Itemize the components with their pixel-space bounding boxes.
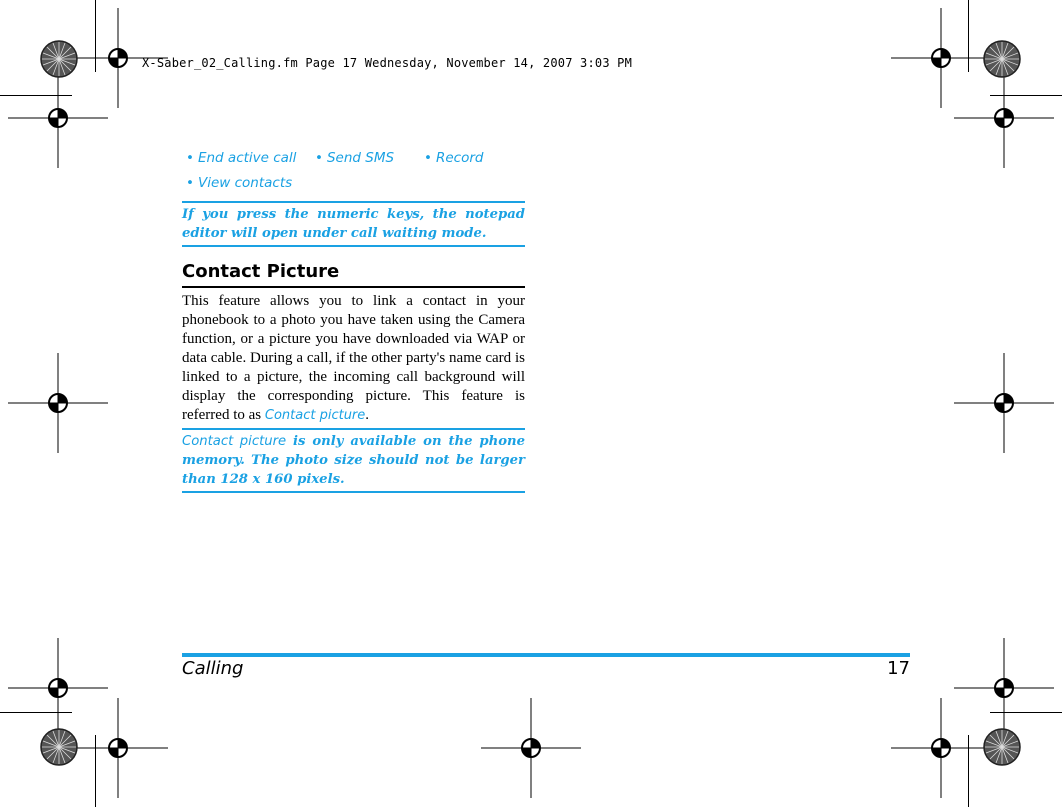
registration-mark-icon: [68, 698, 168, 798]
starburst-mark-icon: [41, 729, 77, 765]
note-text: is only available on the phone memory. The photo size should not be larger than 128 x 160 pixels.: [182, 434, 525, 487]
registration-mark-icon: [954, 353, 1054, 453]
registration-mark-icon: [8, 638, 108, 738]
note-rule-top: [182, 428, 525, 430]
registration-mark-icon: [891, 698, 991, 798]
body-end: .: [365, 407, 370, 423]
bullet-item: • View contacts: [186, 175, 293, 191]
bullet-label: View contacts: [197, 175, 293, 191]
bullet-item: • End active call: [186, 150, 297, 166]
registration-mark-icon: [8, 353, 108, 453]
section-body: [182, 292, 525, 425]
body-term: Contact picture: [264, 408, 366, 423]
registration-mark-icon: [8, 68, 108, 168]
print-slug: X-Saber_02_Calling.fm Page 17 Wednesday, November 14, 2007 3:03 PM: [142, 56, 633, 70]
note-call-waiting: If you press the numeric keys, the notepad editor will open under call waiting mode.: [182, 207, 525, 241]
registration-mark-icon: [954, 638, 1054, 738]
starburst-mark-icon: [984, 41, 1020, 77]
page-number: 17: [887, 658, 910, 679]
starburst-mark-icon: [984, 729, 1020, 765]
bullet-label: Send SMS: [326, 150, 395, 166]
registration-mark-icon: [954, 68, 1054, 168]
note-term: Contact picture: [182, 434, 287, 449]
starburst-mark-icon: [41, 41, 77, 77]
registration-mark-icon: [481, 698, 581, 798]
note-rule-top: [182, 201, 525, 203]
section-heading: Contact Picture: [182, 261, 340, 282]
note-rule-bottom: [182, 491, 525, 493]
heading-rule: [182, 286, 525, 288]
bullet-label: End active call: [197, 150, 297, 166]
bullet-item: • Send SMS: [315, 150, 395, 166]
note-rule-bottom: [182, 245, 525, 247]
body-text: This feature allows you to link a contact in your phonebook to a photo you have taken using the Camera function, or a picture you have downloaded via WAP or data cable. During a call, if the other party's name card is linked to a picture, the incoming call background will display the corresponding picture. This feature is referred to as: [182, 293, 525, 423]
registration-mark-icon: [891, 8, 991, 108]
bullet-label: Record: [435, 150, 484, 166]
bullet-item: • Record: [424, 150, 484, 166]
note-contact-picture: [182, 432, 525, 489]
footer-rule: [182, 653, 910, 657]
footer-chapter: Calling: [182, 658, 244, 679]
